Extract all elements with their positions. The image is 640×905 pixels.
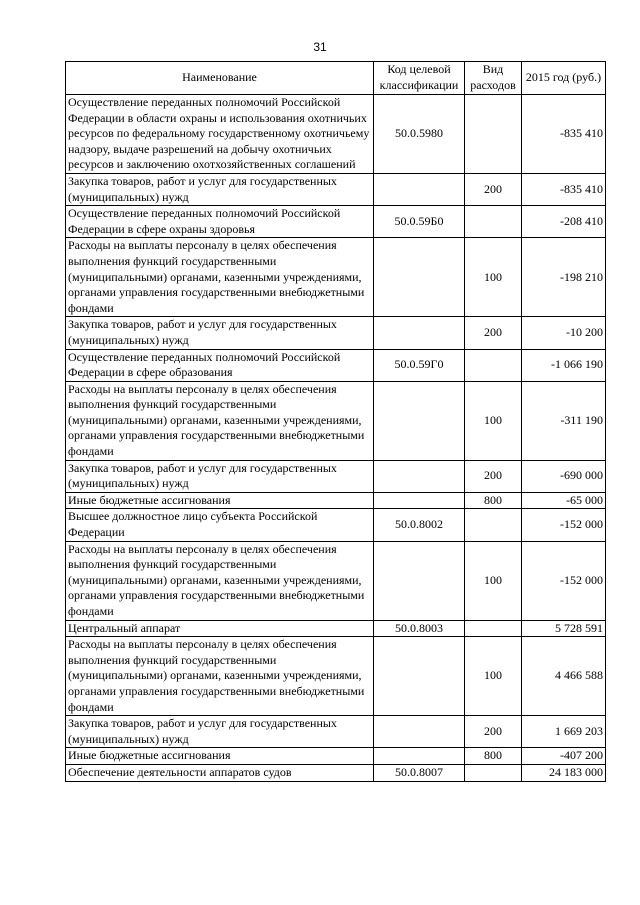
row-sum: -10 200	[522, 317, 606, 349]
row-sum: -65 000	[522, 492, 606, 509]
table-row	[66, 95, 606, 174]
row-name: Центральный аппарат	[66, 620, 374, 637]
row-type	[465, 620, 522, 637]
row-name: Закупка товаров, работ и услуг для государственных (муниципальных) нужд	[66, 460, 374, 492]
row-name: Закупка товаров, работ и услуг для государственных (муниципальных) нужд	[66, 716, 374, 748]
row-sum: -690 000	[522, 460, 606, 492]
table-row	[66, 748, 606, 765]
row-type	[465, 509, 522, 541]
table-row	[66, 509, 606, 541]
table-row	[66, 349, 606, 381]
row-sum: 1 669 203	[522, 716, 606, 748]
row-name: Осуществление переданных полномочий Российской Федерации в сфере охраны здоровья	[66, 206, 374, 238]
row-type: 100	[465, 637, 522, 716]
row-code	[374, 238, 465, 317]
row-sum: 5 728 591	[522, 620, 606, 637]
row-type: 200	[465, 173, 522, 205]
row-name: Закупка товаров, работ и услуг для государственных (муниципальных) нужд	[66, 173, 374, 205]
row-sum: -152 000	[522, 509, 606, 541]
page-number: 31	[313, 40, 327, 54]
row-type: 100	[465, 541, 522, 620]
table-row	[66, 492, 606, 509]
row-sum: -835 410	[522, 173, 606, 205]
row-code: 50.0.59Г0	[374, 349, 465, 381]
table-row	[66, 317, 606, 349]
row-name: Осуществление переданных полномочий Российской Федерации в сфере образования	[66, 349, 374, 381]
row-type	[465, 349, 522, 381]
row-name: Обеспечение деятельности аппаратов судов	[66, 764, 374, 781]
table-row	[66, 764, 606, 781]
row-type: 800	[465, 492, 522, 509]
row-name: Расходы на выплаты персоналу в целях обеспечения выполнения функций государственными (муниципальными) органами, казенными учреждениями, органами управления государственными внебюджетными фондами	[66, 637, 374, 716]
row-sum: -208 410	[522, 206, 606, 238]
table-header-row	[66, 62, 606, 95]
row-code	[374, 173, 465, 205]
header-name: Наименование	[66, 62, 374, 95]
table-row	[66, 238, 606, 317]
row-name: Иные бюджетные ассигнования	[66, 492, 374, 509]
row-code: 50.0.59Б0	[374, 206, 465, 238]
table-row	[66, 173, 606, 205]
row-code	[374, 541, 465, 620]
row-type	[465, 764, 522, 781]
row-sum: -311 190	[522, 381, 606, 460]
table-row	[66, 460, 606, 492]
row-name: Расходы на выплаты персоналу в целях обеспечения выполнения функций государственными (муниципальными) органами, казенными учреждениями, органами управления государственными внебюджетными фондами	[66, 238, 374, 317]
row-sum: -198 210	[522, 238, 606, 317]
row-code	[374, 716, 465, 748]
row-name: Расходы на выплаты персоналу в целях обеспечения выполнения функций государственными (муниципальными) органами, казенными учреждениями, органами управления государственными внебюджетными фондами	[66, 381, 374, 460]
row-code	[374, 460, 465, 492]
header-code: Код целевой классификации	[374, 62, 465, 95]
row-code: 50.0.5980	[374, 95, 465, 174]
row-type	[465, 95, 522, 174]
row-type: 800	[465, 748, 522, 765]
row-code	[374, 637, 465, 716]
row-sum: -152 000	[522, 541, 606, 620]
table-row	[66, 381, 606, 460]
row-type	[465, 206, 522, 238]
row-type: 200	[465, 716, 522, 748]
header-sum: 2015 год (руб.)	[522, 62, 606, 95]
row-type: 200	[465, 460, 522, 492]
row-name: Расходы на выплаты персоналу в целях обеспечения выполнения функций государственными (муниципальными) органами, казенными учреждениями, органами управления государственными внебюджетными фондами	[66, 541, 374, 620]
row-type: 100	[465, 238, 522, 317]
table-row	[66, 541, 606, 620]
row-name: Закупка товаров, работ и услуг для государственных (муниципальных) нужд	[66, 317, 374, 349]
row-code	[374, 492, 465, 509]
row-sum: -407 200	[522, 748, 606, 765]
table-row	[66, 620, 606, 637]
table-body	[66, 95, 606, 782]
row-sum: -835 410	[522, 95, 606, 174]
table-row	[66, 716, 606, 748]
row-code	[374, 317, 465, 349]
row-type: 200	[465, 317, 522, 349]
row-name: Осуществление переданных полномочий Российской Федерации в области охраны и использования охотничьих ресурсов по федеральному государственному охотничьему надзору, выдаче разрешений на добычу охотничьих ресурсов и заключению охотхозяйственных соглашений	[66, 95, 374, 174]
row-code: 50.0.8007	[374, 764, 465, 781]
row-sum: 24 183 000	[522, 764, 606, 781]
row-code	[374, 381, 465, 460]
header-type: Вид расходов	[465, 62, 522, 95]
row-code: 50.0.8002	[374, 509, 465, 541]
row-code: 50.0.8003	[374, 620, 465, 637]
row-sum: 4 466 588	[522, 637, 606, 716]
table-row	[66, 637, 606, 716]
table-row	[66, 206, 606, 238]
row-name: Высшее должностное лицо субъекта Российской Федерации	[66, 509, 374, 541]
budget-table	[65, 61, 606, 782]
row-code	[374, 748, 465, 765]
row-sum: -1 066 190	[522, 349, 606, 381]
row-type: 100	[465, 381, 522, 460]
row-name: Иные бюджетные ассигнования	[66, 748, 374, 765]
